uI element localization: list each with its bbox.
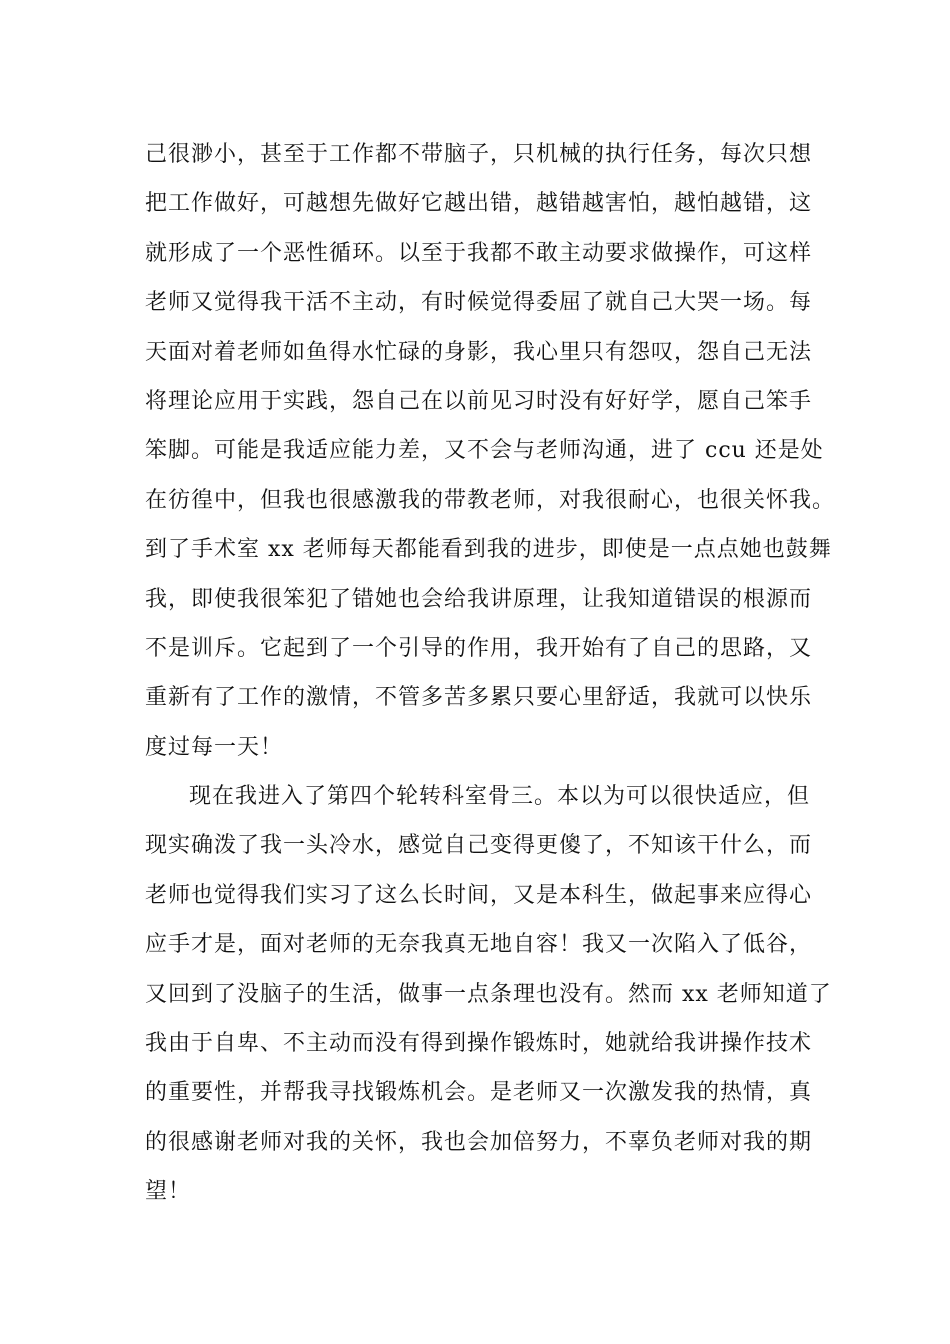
text-line: 笨脚。可能是我适应能力差，又不会与老师沟通，进了 ccu 还是处 [145,438,824,464]
text-line: 老师又觉得我干活不主动，有时候觉得委屈了就自己大哭一场。每 [145,290,813,316]
text-line: 就形成了一个恶性循环。以至于我都不敢主动要求做操作，可这样 [145,240,813,266]
text-line: 把工作做好，可越想先做好它越出错，越错越害怕，越怕越错，这 [145,191,813,217]
text-line: 应手才是，面对老师的无奈我真无地自容！我又一次陷入了低谷， [145,932,813,958]
text-line: 现实确泼了我一头冷水，感觉自己变得更傻了，不知该干什么，而 [145,833,813,859]
text-line: 度过每一天！ [145,734,284,760]
text-line: 在彷徨中，但我也很感激我的带教老师，对我很耐心，也很关怀我。 [145,487,836,513]
text-line: 天面对着老师如鱼得水忙碌的身影，我心里只有怨叹，怨自己无法 [145,339,813,365]
text-line: 将理论应用于实践，怨自己在以前见习时没有好好学，愿自己笨手 [145,388,813,414]
text-line: 现在我进入了第四个轮转科室骨三。本以为可以很快适应，但 [189,784,811,810]
text-line: 己很渺小，甚至于工作都不带脑子，只机械的执行任务，每次只想 [145,142,813,167]
paragraph-2 [145,772,832,1217]
paragraph-1 [145,130,836,772]
text-line: 的重要性，并帮我寻找锻炼机会。是老师又一次激发我的热情，真 [145,1080,813,1106]
text-line: 我，即使我很笨犯了错她也会给我讲原理，让我知道错误的根源而 [145,586,813,612]
text-line: 又回到了没脑子的生活，做事一点条理也没有。然而 xx 老师知道了 [145,981,832,1007]
text-line: 到了手术室 xx 老师每天都能看到我的进步，即使是一点点她也鼓舞 [145,537,832,563]
text-line: 我由于自卑、不主动而没有得到操作锻炼时，她就给我讲操作技术 [145,1031,813,1057]
text-line: 望！ [145,1179,192,1205]
text-line: 重新有了工作的激情，不管多苦多累只要心里舒适，我就可以快乐 [145,685,813,711]
text-line: 不是训斥。它起到了一个引导的作用，我开始有了自己的思路，又 [145,635,813,661]
text-line: 老师也觉得我们实习了这么长时间，又是本科生，做起事来应得心 [145,882,813,908]
document-body [145,130,836,1217]
text-line: 的很感谢老师对我的关怀，我也会加倍努力，不辜负老师对我的期 [145,1129,813,1155]
